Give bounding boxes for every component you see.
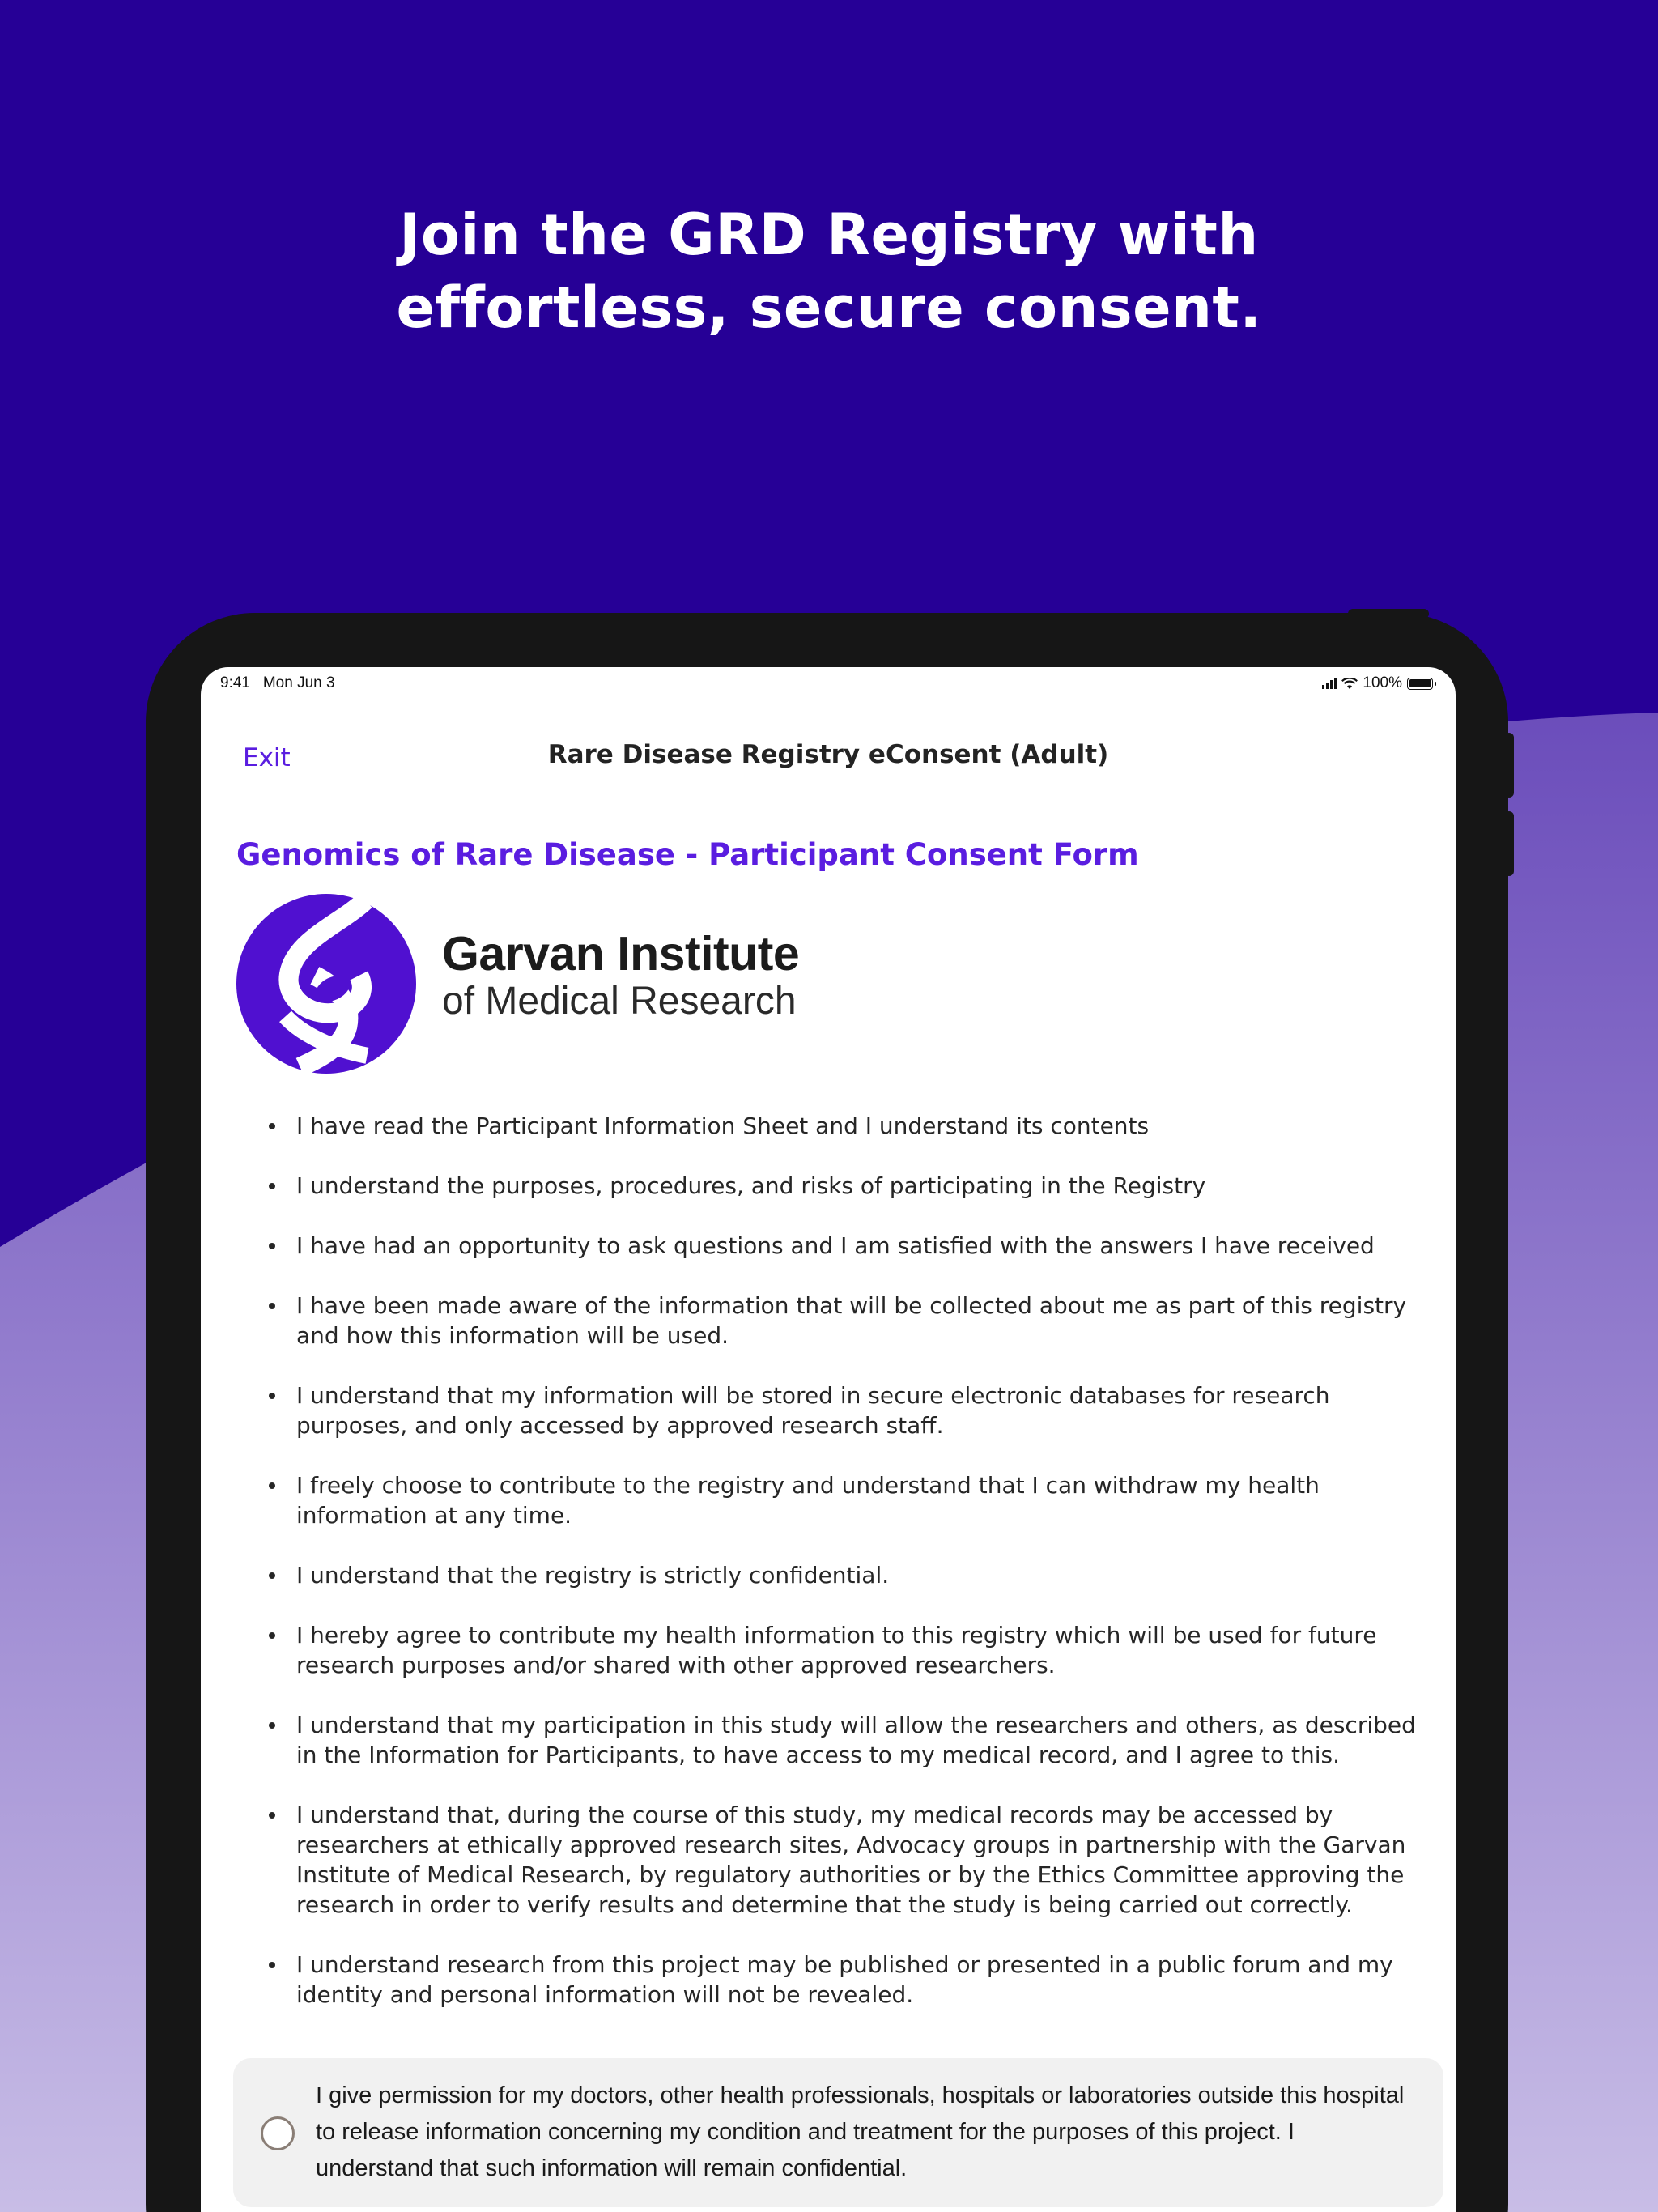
- permission-text: I give permission for my doctors, other health professionals, hospitals or laboratories outside this hospital to release information concerning my condition and treatment for the purposes of this project. I understand that such information will remain confidential.: [316, 2082, 1405, 2181]
- status-date: Mon Jun 3: [262, 674, 335, 691]
- status-time: 9:41: [220, 674, 250, 691]
- form-title: Genomics of Rare Disease - Participant Consent Form: [236, 837, 1139, 872]
- consent-statements-list: [269, 1111, 1435, 2040]
- tablet-volume-up-button: [1504, 733, 1514, 798]
- headline-line-1: Join the GRD Registry with: [399, 202, 1259, 268]
- list-item: I understand that, during the course of this study, my medical records may be accessed by researchers at ethically approved research sites, Advocacy groups in partnership with the Garvan Institute of Medical Research, by regulatory authorities or by the Ethics Committee approving the research in order to verify results and determine that the study is being carried out correctly.: [269, 1800, 1435, 1920]
- status-indicators: [1322, 674, 1433, 692]
- garvan-logo-wordmark: [442, 928, 799, 1023]
- exit-button[interactable]: Exit: [243, 743, 291, 772]
- logo-name: Garvan Institute: [442, 927, 800, 981]
- status-time-date: [220, 674, 335, 692]
- list-item: I understand the purposes, procedures, and risks of participating in the Registry: [269, 1171, 1435, 1201]
- list-item: I have had an opportunity to ask questions and I am satisfied with the answers I have received: [269, 1231, 1435, 1261]
- battery-icon: [1407, 678, 1433, 690]
- battery-percent: 100%: [1363, 674, 1402, 691]
- tablet-screen: [201, 667, 1456, 2212]
- list-item: I understand that my participation in this study will allow the researchers and others, as described in the Information for Participants, to have access to my medical record, and I agree to this.: [269, 1710, 1435, 1770]
- permission-consent-option[interactable]: [233, 2058, 1443, 2207]
- list-item: I understand research from this project may be published or presented in a public forum and my identity and personal information will not be revealed.: [269, 1950, 1435, 2010]
- cellular-signal-icon: [1322, 678, 1337, 689]
- list-item: I understand that my information will be stored in secure electronic databases for research purposes, and only accessed by approved research staff.: [269, 1380, 1435, 1440]
- nav-title: Rare Disease Registry eConsent (Adult): [547, 740, 1109, 769]
- permission-radio-button[interactable]: [261, 2116, 295, 2150]
- tablet-top-button: [1348, 609, 1429, 619]
- headline-line-2: effortless, secure consent.: [396, 274, 1262, 341]
- headline: [0, 198, 1658, 344]
- list-item: I have been made aware of the information that will be collected about me as part of this registry and how this information will be used.: [269, 1291, 1435, 1351]
- tablet-volume-down-button: [1504, 811, 1514, 876]
- wifi-icon: [1341, 678, 1358, 690]
- garvan-logo-icon: [236, 894, 416, 1074]
- status-bar: [201, 667, 1456, 698]
- list-item: I have read the Participant Information Sheet and I understand its contents: [269, 1111, 1435, 1141]
- list-item: I hereby agree to contribute my health information to this registry which will be used for future research purposes and/or shared with other approved researchers.: [269, 1620, 1435, 1680]
- list-item: I freely choose to contribute to the registry and understand that I can withdraw my health information at any time.: [269, 1470, 1435, 1530]
- logo-subtitle: of Medical Research: [442, 980, 797, 1023]
- list-item: I understand that the registry is strictly confidential.: [269, 1560, 1435, 1590]
